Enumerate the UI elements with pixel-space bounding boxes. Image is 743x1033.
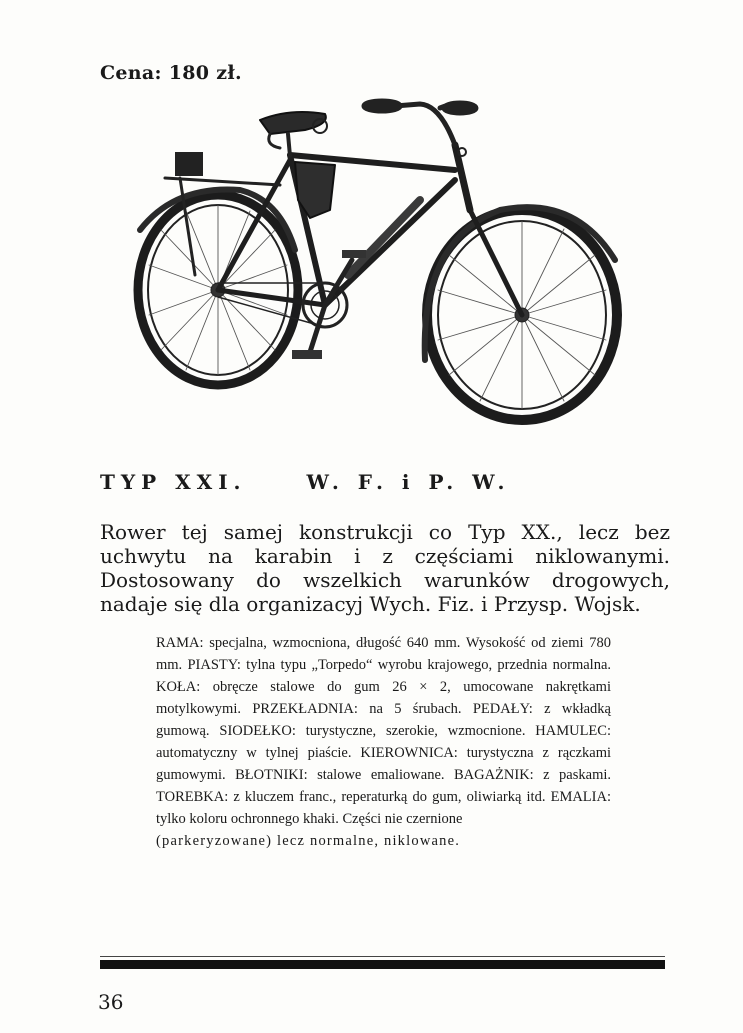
model-heading xyxy=(100,470,620,494)
description-paragraph: Rower tej samej konstrukcji co Typ XX., lecz bez uchwytu na karabin i z częściami niklowanymi. Dostosowany do wszelkich warunków drogowych, nadaje się dla organizacyj Wych. Fiz. i Przysp. Wojsk. xyxy=(100,520,670,616)
page-number: 36 xyxy=(98,990,124,1014)
divider-thin xyxy=(100,956,665,957)
model-type: TYP XXI. xyxy=(100,470,247,494)
price-label: Cena: 180 zł. xyxy=(100,62,242,84)
divider-bar xyxy=(100,960,665,969)
saddle xyxy=(260,112,327,156)
model-organization: W. F. i P. W. xyxy=(306,470,511,494)
frame xyxy=(218,145,522,315)
specifications-block xyxy=(156,632,611,852)
specifications-last-line: (parkeryzowane) lecz normalne, niklowane. xyxy=(156,833,461,849)
specifications-text: RAMA: specjalna, wzmocniona, długość 640 mm. Wysokość od ziemi 780 mm. PIASTY: tylna typu „Torpedo“ wyrobu krajowego, przednia normalna. KOŁA: obręcze stalowe do gum 26 × 2, umocowane nakrętkami motylkowymi. PRZEKŁADNIA: na 5 śrubach. PEDAŁY: z wkładką gumową. SIODEŁKO: turystyczne, szerokie, wzmocnione. HAMULEC: automatyczny w tylnej piaście. KIEROWNICA: turystyczna z rączkami gumowymi. BŁOTNIKI: stalowe emaliowane. BAGAŻNIK: z paskami. TOREBKA: z kluczem franc., reperaturką do gum, oliwiarką itd. EMALIA: tylko koloru ochronnego khaki. Części nie czernione xyxy=(156,635,611,827)
bicycle-illustration xyxy=(120,90,640,430)
